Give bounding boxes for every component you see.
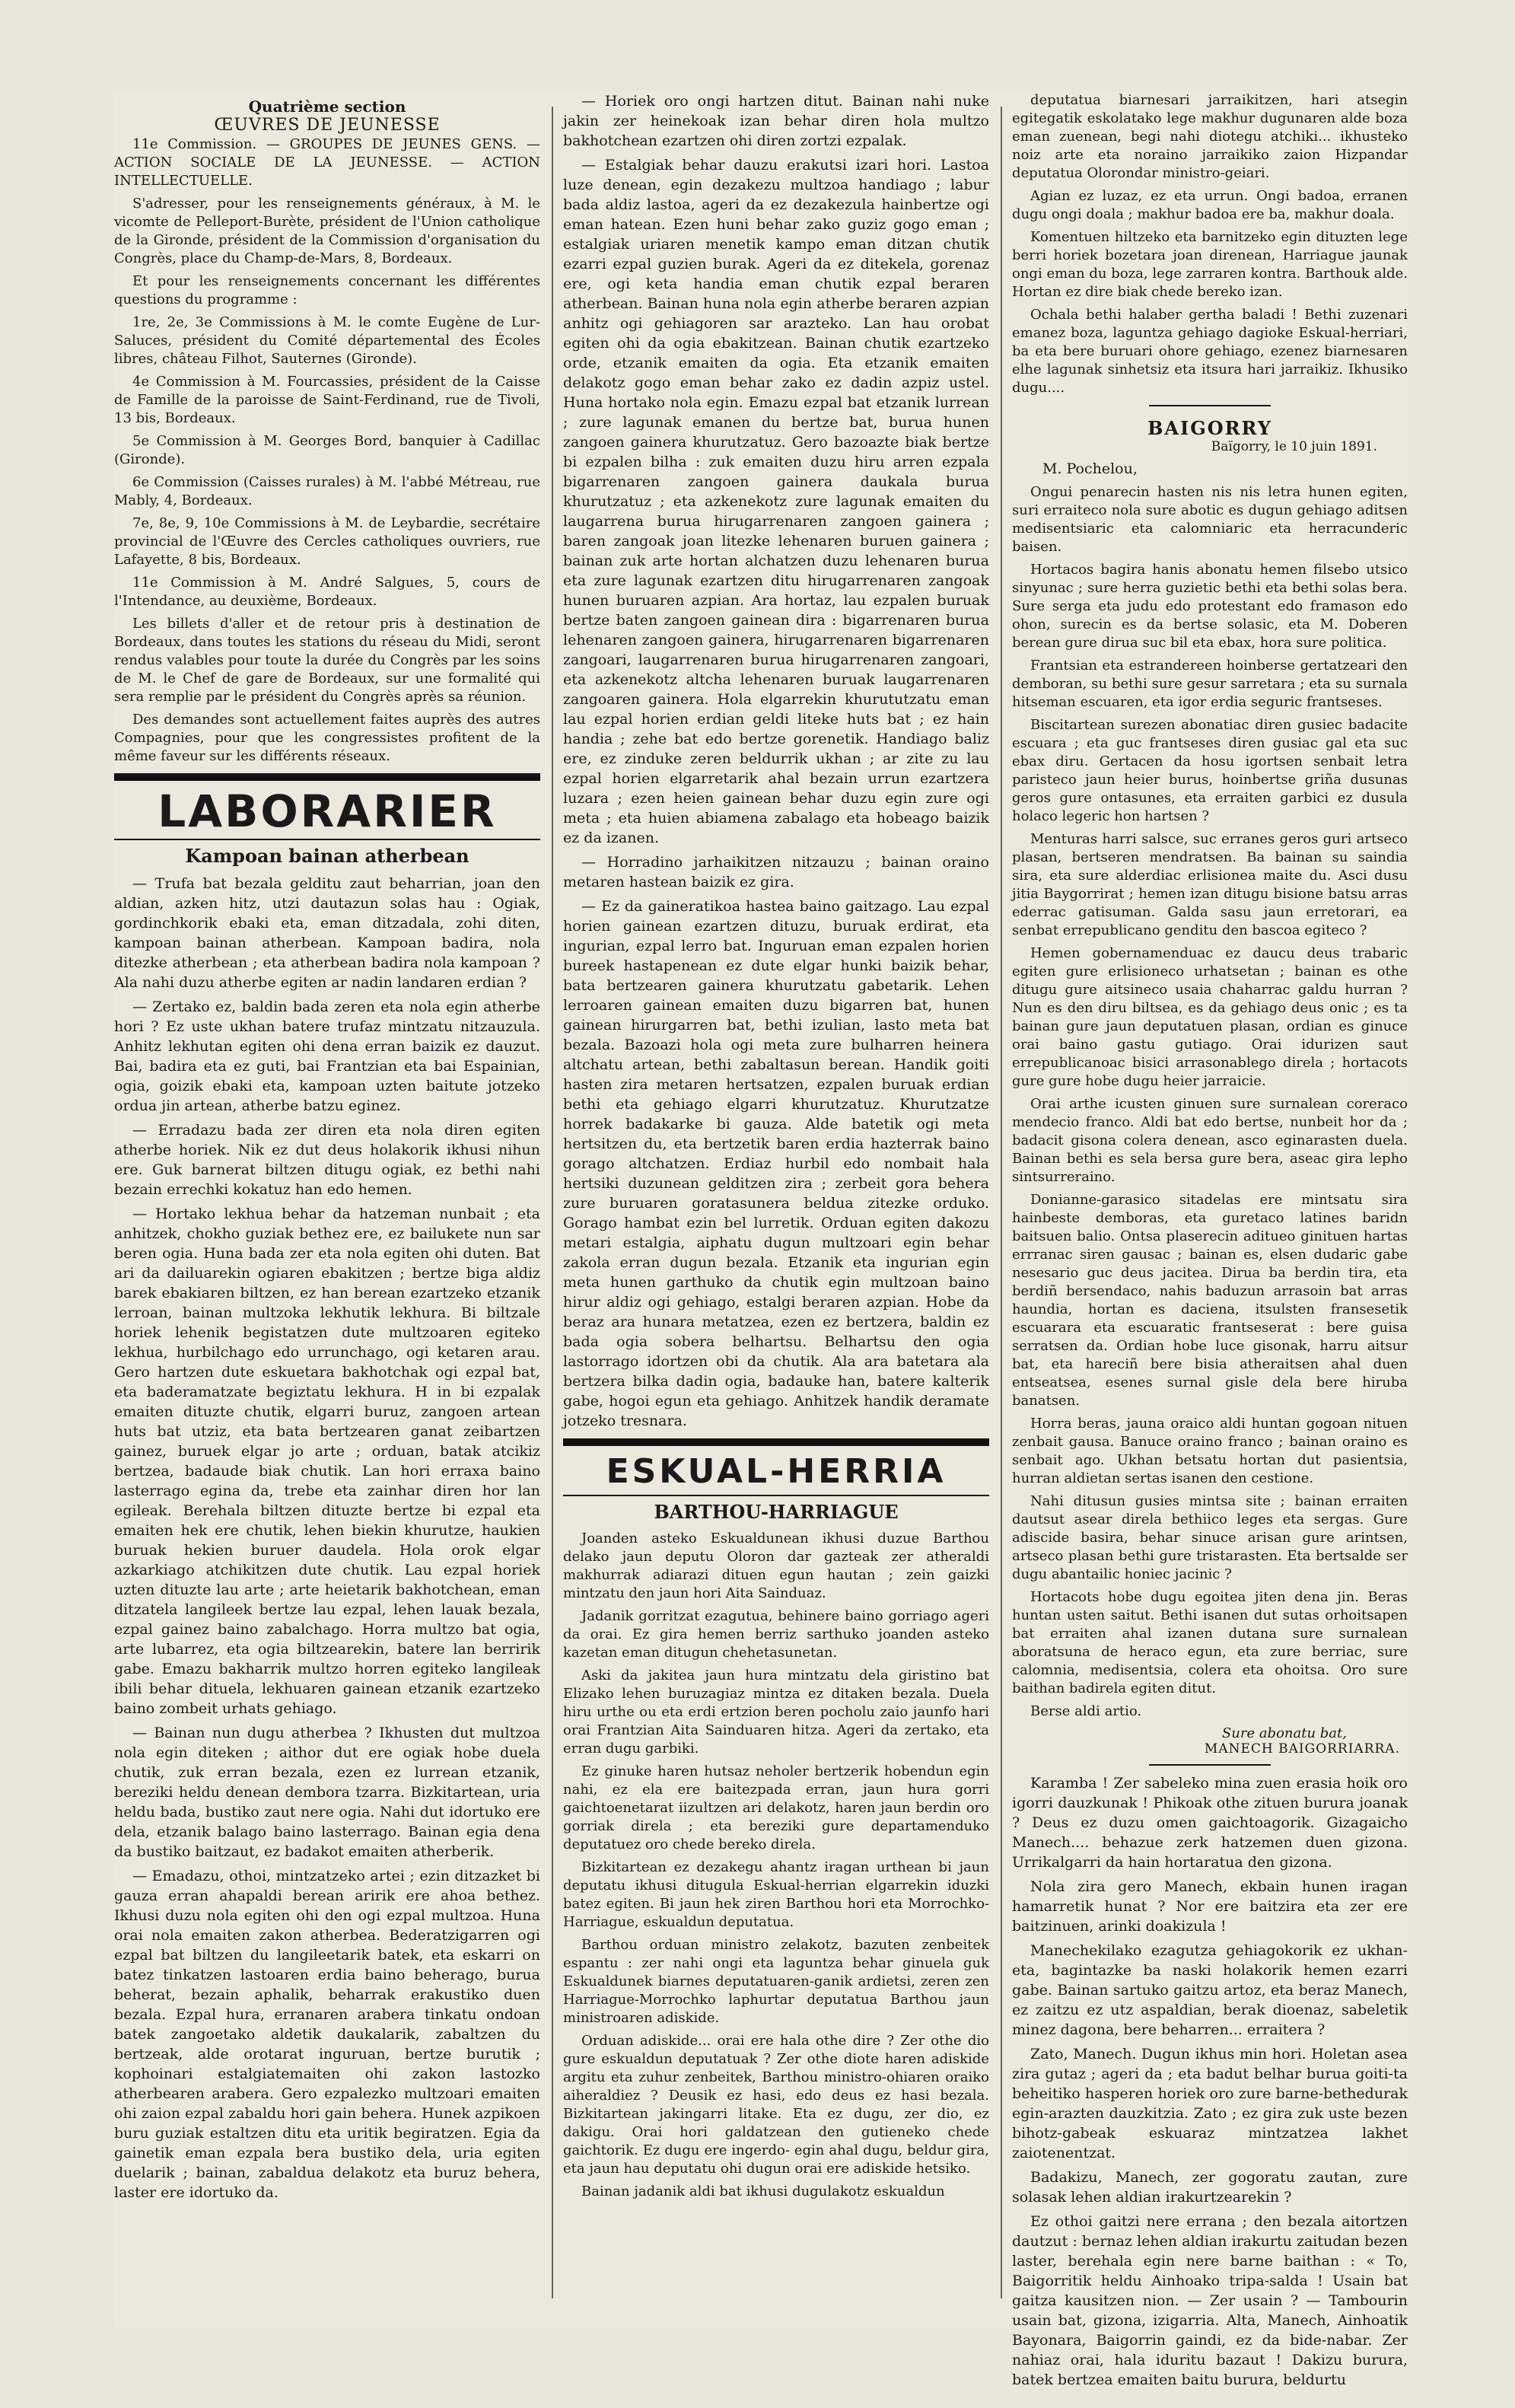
column-rule-1 (552, 107, 553, 2298)
paragraph: Biscitartean surezen abonatiac diren gusiec badacite escuara ; eta guc frantseses diren gusiac gal eta suc ebax diru. Gertacen da hosu igortsen senbait letra paristeco jaun heier burus, hoinbertse griña dusunas geros gure ontasunes, eta erraiten garbici ez dusula holaco legeric hon hartsen ? (1012, 717, 1408, 824)
column-1 (114, 91, 540, 2329)
paragraph: Hortacots hobe dugu egoitea jiten dena jin. Beras huntan usten saitut. Bethi isanen dut sutas orhoitsapen bat erraiten ahal izanen dutana sure surnalean aboratsuna de heraco egun, eta zure berriac, sure calomnia, medisentsia, colera eta ohoitsa. Oro sure baithan badirela egiten ditut. (1012, 1589, 1408, 1696)
paragraph: — Horradino jarhaikitzen nitzauzu ; bainan oraino metaren hastean baizik ez gira. (563, 854, 989, 890)
paragraph: Ez othoi gaitzi nere errana ; den bezala aitortzen dautzut : bernaz lehen aldian irakurtu zaitudan bezen laster, berehala egin nere barne baithan : « To, Baigorritik heldu Ainhoako tripa-salda ! Usain bat gaitza kausitzen nion. — Zer usain ? — Tambourin usain bat, gizona, izigarria. Alta, Manech, Ainhoatik Bayonara, Baigorrin gaindi, ez da bide-nabar. Zer nahiaz orai, hala iduritu bazaut ! Dakizu burura, batek bertzea emaiten baitu burura, beldurtu (1012, 2213, 1408, 2388)
paragraph: Bainan jadanik aldi bat ikhusi dugulakotz eskualdun (581, 2183, 945, 2199)
news-continuation (1012, 91, 1408, 397)
paragraph: Donianne-garasico sitadelas ere mintsatu sira hainbeste demboras, eta guretaco latines baridn baitsuen balio. Ontsa plaserecin aditueo ginituen hartas errranac siren gausac ; bainan es, elsen dudaric gabe nesesario guc deus jacitea. Dirua ba berdin tira, eta berdiñ bersendaco, nahis baduzun arrasoin bat arras haundia, hortan es daciena, itsulsten fransesetik escuarara eta escuaratic frantseserat : bere guisa serratsen da. Ordian hobe luce gisonak, harru aitsur bat, eta hareciñ bere bisia atheraitsen ahal duen entseatsea, esenes surnal gisle dela bere hiruba banatsen. (1012, 1192, 1408, 1409)
paragraph: — Horiek oro ongi hartzen ditut. Bainan nahi nuke jakin zer heinekoak izan behar diren hola multzo bakhotchean ezartzen ohi diren zortzi ezpalak. (563, 93, 989, 149)
congress-notice (114, 135, 540, 766)
section-label: Quatrième section (248, 97, 406, 116)
paragraph: Komentuen hiltzeko eta barnitzeko egin dituzten lege berri horiek bozetara joan direnean, Harriague jaunak ongi eman du boza, lege zarraren kontra. Barthouk alde. Hortan ez dire biak chede bereko izan. (1012, 229, 1408, 300)
eskual-herria-masthead: ESKUAL-HERRIA (606, 1452, 947, 1491)
paragraph: 6e Commission (Caisses rurales) à M. l'abbé Métreau, rue Mably, 4, Bordeaux. (114, 474, 540, 508)
paragraph: Zato, Manech. Dugun ikhus min hori. Holetan asea zira gutaz ; ageri da ; eta badut belhar burua goiti-ta beheitiko hasperen horiek oro zure barne-bethedurak egin-arazten dauzkitzia. Zato ; ez gira zuk uste bezen bihotz-gabeak eskuaraz mintzatzea lakhet zaiotenentzat. (1012, 2046, 1408, 2161)
dateline: Baïgorry, le 10 juin 1891. (1211, 439, 1377, 454)
paragraph: — Emadazu, othoi, mintzatzeko artei ; ezin ditzazket bi gauza erran ahapaldi berean aririk ere ahoa bethez. Ikhusi duzu nola egiten ohi den ogi ezpal multzoa. Huna orai nola emaiten zakon atherbea. Bederatzigarren ogi ezpal bat biltzen du langileetarik batek, eta eskarri on batez tinkatzen lastoaren erdia baino beherago, burua beherat, bezain aphalik, beharrak erakustiko duen bezala. Ezpal hura, erranaren arabera tinkatu ondoan batek zangoetako aldetik daukalarik, zabaltzen du bertzeak, alde orotarat inguruan, bertze burutik ; kophoinari estalgiatemaiten ohi zakon lastozko atherbearen arabera. Gero ezpalezko multzoari emaiten ohi zaion ezpal zabaldu hori gain behera. Hunek azpikoen buru guziak estaltzen ditu eta uritik begiratzen. Egia da gainetik eman ezpala bera bustiko dela, uria egiten duelarik ; bainan, zabaldua delakotz eta buruz behera, laster ere idortuko da. (114, 1868, 540, 2201)
paragraph: Nahi ditusun gusies mintsa site ; bainan erraiten dautsut asear direla bethiico leges eta sergas. Gure adiscide basira, behar sinuce arisan gure arintsen, artseco plasan bethi gure tristarasten. Eta bertsalde ser dugu abantailic honiec jacinic ? (1012, 1493, 1408, 1582)
article-continuation (563, 91, 989, 1431)
paragraph: Karamba ! Zer sabeleko mina zuen erasia hoik oro igorri dauzkunak ! Phikoak othe zituen burura joanak ? Deus ez duzu omen gaichtoagorik. Gizagaicho Manech.... behazue zerk hatzemen duen gizona. Urrikalgarri da hain hortaratua den gizona. (1012, 1775, 1408, 1871)
divider (1149, 405, 1271, 406)
paragraph: Agian ez luzaz, ez eta urrun. Ongi badoa, erranen dugu ongi doala ; makhur badoa ere ba, makhur doala. (1012, 188, 1408, 222)
paragraph: Jadanik gorritzat ezagutua, behinere baino gorriago ageri da orai. Ez gira hemen berriz sarthuko joanden asteko kazetan eman ditugun chehetasunetan. (563, 1608, 989, 1661)
paragraph: Ochala bethi halaber gertha baladi ! Bethi zuzenari emanez boza, laguntza gehiago dagioke Eskual-herriari, ba eta bere buruari ohore gehiago, ezenez biarnesaren elhe lagunak sinhetsiz eta itsura hari jarraikiz. Ikhusiko dugu.... (1012, 307, 1408, 396)
letter-signature: MANECH BAIGORRIARRA. (1204, 1741, 1400, 1757)
paragraph: Orduan adiskide... orai ere hala othe dire ? Zer othe dio gure eskualdun deputatuak ? Zer othe diote haren adiskide argitu eta zuhur zenbeitek, Barthou ministro-ohiaren oraiko aiheraldiez ? Deusik ez hasi, edo deus ez hasi bezala. Bizkitartean jakingarri litake. Eta ez dugu, zer dio, ez dakigu. Orai hori galdatzean den gutieneko chede gaichtorik. Ez dugu ere ingerdo- egin ahal dugu, beldur gira, eta jaun hau deputatu ohi dugun orai ere adiskide hetsiko. (563, 2033, 989, 2177)
paragraph: — Erradazu bada zer diren eta nola diren egiten atherbe horiek. Nik ez dut deus holakorik ikhusi nihun ere. Guk barnerat biltzen ditugu ogiak, ez bethi nahi bezain errechki kokatuz han edo hemen. (114, 1122, 540, 1198)
dialogue-body (1012, 1773, 1408, 2390)
divider (1149, 1764, 1271, 1766)
letter-signoff: Sure abonatu bat, (1221, 1725, 1347, 1741)
column-3 (1012, 91, 1408, 2388)
heavy-rule (114, 773, 540, 781)
paragraph: Hortacos bagira hanis abonatu hemen filsebo utsico sinyunac ; sure herra guzietic bethi eta bethi solas bera. Sure serga eta judu edo protestant edo framason edo ohon, surecin es da bertse solasic, eta M. Doberen berean gure dirua suc bil eta ebax, hora sure politica. (1012, 562, 1408, 651)
paragraph: Joanden asteko Eskualdunean ikhusi duzue Barthou delako jaun deputu Oloron dar gazteak zer atheraldi makhurrak adiarazi dituen egun hautan ; zein gaizki mintzatu den jaun hori Aita Sainduaz. (563, 1530, 989, 1601)
paragraph: Berse aldi artio. (1030, 1703, 1142, 1719)
paragraph: 4e Commission à M. Fourcassies, président de la Caisse de Famille de la paroisse de Saint-Ferdinand, rue de Tivoli, 13 bis, Bordeaux. (114, 374, 540, 426)
paragraph: — Ez da gaineratikoa hastea baino gaitzago. Lau ezpal horien gainean ezartzen dituzu, buruak erdirat, eta ingurian, ezpal lerro bat. Inguruan eman ezpalen horien bureek hastapenean ez dute elgar hunki baizik behar, bata bertzearen gainera khurutzatu gabetarik. Lehen lerroaren gainean emaiten duzu bigarren bat, hunen gainean hirurgarren bat, bethi izulian, lasto meta bat bezala. Bazoazi hola ogi meta zure bulharren heinera altchatu artean, bethi zabaltasun berean. Handik goiti hasten zira metaren hertsatzen, ezpalen buruak erdian bethi eta gehiago elgarri khurutzatuz. Khurutzatze horrek badakarke bi gauza. Alde batetik ogi meta hertsitzen du, eta bertzetik baren erdia hazterrak baino gorago altchatzen. Erdiaz hurbil edo nombait hala hertsiki duzunean gelditzen zira ; zerbeit gora behera zure buruaren goratasunera beldua zitezke orduko. Gorago hambat ezin bel lurretik. Orduan egiten dakozu metari estalgia, aiphatu dugun multzoari egin behar zakola erran dugun bezala. Etzanik eta ingurian egin meta hunen garthuko da chutik egin multzoan baino hirur aldiz ogi gehiago, estalgi beraren azpian. Hobe da beraz ara hunara metatzea, ezen ez bertzera, baldin ez bada ogia sobera belhartsu. Belhartsu den ogia lastorrago idortzen obi da chutik. Ala ara batetara ala bertzera bilka dadin ogia, badauke han, batere kalterik gabe, hogoi egun eta gehiago. Anhitzek handik deramate jotzeko tresnara. (563, 898, 989, 1429)
letter-body (1012, 483, 1408, 1721)
paragraph: Bizkitartean ez dezakegu ahantz iragan urthean bi jaun deputatu ikhusi ditugula Eskual-herrian elgarrekin iduzki batez egiten. Bi jaun hek ziren Barthou hori eta Morrochko-Harriague, eskualdun deputatua. (563, 1859, 989, 1930)
newspaper-page (114, 91, 1408, 2388)
paragraph: 1re, 2e, 3e Commissions à M. le comte Eugène de Lur-Saluces, président du Comité départemental des Écoles libres, château Filhot, Sauternes (Gironde). (114, 314, 540, 367)
heavy-rule (563, 1438, 989, 1446)
paragraph: Barthou orduan ministro zelakotz, bazuten zenbeitek espantu : zer nahi ongi eta laguntza behar ginuela guk Eskualdunek biarnes deputatuaren-ganik ardietsi, zeren zen Harriague-Morrochko laphurtar deputatua Barthou jaun ministroaren adiskide. (563, 1937, 989, 2026)
laborarier-masthead: LABORARIER (158, 785, 497, 837)
paragraph: Hemen gobernamenduac ez daucu deus trabaric egiten gure erlisioneco urhatsetan ; bainan es othe ditugu gure aitsineco usaia chaharrac galdu hurran ? Nun es den diru biltsea, es da gehiago deus onic ; es ta bainan gure jaun deputatuen plasan, ordian es ginuce orai baino gastu gutiago. Orai idurizen saut errepublicanoac bisici arrasonablego direla ; hortacots gure gure hobe dugu heier jarraicie. (1012, 945, 1408, 1089)
paragraph: Nola zira gero Manech, ekbain hunen iragan hamarretik hunat ? Nor ere baitzira eta zer ere baitzinuen, arinki doakizula ! (1012, 1878, 1408, 1935)
place-heading: BAIGORRY (1147, 417, 1272, 439)
article-body (114, 874, 540, 2203)
paragraph: 11e Commission. — GROUPES DE JEUNES GENS. — ACTION SOCIALE DE LA JEUNESSE. — ACTION INTELLECTUELLE. (114, 136, 540, 189)
paragraph: Menturas harri salsce, suc erranes geros guri artseco plasan, bertseren mendratsen. Ba bainan su saindia sira, eta sure alderdiac erlisionea maite du. Asci dusu jitia Baygorrirat ; hemen izan ditugu bisione batsu arras ederrac gatisuman. Galda sasu jaun erretorari, ea senbat errepublicano genditu den bascoa egiteco ? (1012, 831, 1408, 938)
column-rule-2 (1001, 107, 1002, 2298)
paragraph: 5e Commission à M. Georges Bord, banquier à Cadillac (Gironde). (114, 433, 540, 467)
paragraph: 11e Commission à M. André Salgues, 5, cours de l'Intendance, au deuxième, Bordeaux. (114, 575, 540, 609)
paragraph: S'adresser, pour les renseignements généraux, à M. le vicomte de Pelleport-Burète, président de l'Union catholique de la Gironde, président de la Commission d'organisation du Congrès, place du Champ-de-Mars, 8, Bordeaux. (114, 196, 540, 266)
news-body (563, 1530, 989, 2201)
paragraph: Et pour les renseignements concernant les différentes questions du programme : (114, 273, 540, 307)
paragraph: — Zertako ez, baldin bada zeren eta nola egin atherbe hori ? Ez uste ukhan batere trufaz mintzatu nitzauzula. Anhitz lekhutan egiten ohi dena erran baizik ez dauzut. Bai, badira eta ez guti, bai Frantzian eta bai Espainian, ogia, goizik ebaki eta, kampoan uzten baitute jotzeko ordua jin artean, atherbe batzu eginez. (114, 999, 540, 1114)
letter-greeting: M. Pochelou, (1042, 460, 1138, 477)
paragraph: Des demandes sont actuellement faites auprès des autres Compagnies, pour que les congressistes profitent de la même faveur sur les différents réseaux. (114, 712, 540, 764)
column-2 (563, 91, 989, 2329)
paragraph: Aski da jakitea jaun hura mintzatu dela giristino bat Elizako lehen buruzagiaz mintza ez ditaken bezala. Duela hiru urthe ou eta erdi ertzion beren pocholu zaio jaunfo hari orai Frantzian Aita Sainduaren hitza. Ageri da zertako, eta erran dugu garbiki. (563, 1667, 989, 1757)
section-title: ŒUVRES DE JEUNESSE (214, 116, 441, 135)
article-title: Kampoan bainan atherbean (185, 845, 469, 867)
paragraph: 7e, 8e, 9, 10e Commissions à M. de Leybardie, secrétaire provincial de l'Œuvre des Cercles catholiques ouvriers, rue Lafayette, 8 bis, Bordeaux. (114, 515, 540, 568)
paragraph: Horra beras, jauna oraico aldi huntan gogoan nituen zenbait gausa. Banuce oraino franco ; bainan oraino es senbait ago. Ukhan betsatu hortan dut pasientsia, hurran aldietan sertas isanen den cestione. (1012, 1416, 1408, 1486)
paragraph: Ez ginuke haren hutsaz neholer bertzerik hobendun egin nahi, ez ela ere baitezpada erran, jaun hura gorri gaichtoenetarat iizultzen ari delakotz, haren jaun berdin oro gorriak direla ; eta bereziki gure departamenduko deputatuez oro chede bereko direla. (563, 1763, 989, 1852)
paragraph: — Estalgiak behar dauzu erakutsi izari hori. Lastoa luze denean, egin dezakezu multzoa handiago ; labur bada aldiz lastoa, ageri da ez dezakezula hainbertze ogi eman hatean. Ezen huni behar zako guziz gogo eman ; estalgiak uriaren menetik kampo eman ditzan chutik ezarri ezpal guzien burak. Ageri da ez ditekela, gorenaz ere, ogi keta handia eman chutik ezpal beraren atherbean. Bainan huna nola egin atherbe beraren azpian anhitz ogi gehiagoren sar arazteko. Lan hau orobat egiten ohi da ogia ebakitzean. Bainan chutik ezartzeko orde, etzanik emaiten da ogia. Eta etzanik emaiten delakotz gogo eman behar zako ez dadin azpiz ustel. Huna hortako nola egin. Emazu ezpal bat etzanik lurrean ; zure lagunak emanen du bertze bat, burua hunen zangoen gainera khurutzatuz. Gero bazoazte biak bertze bi ezpalen bilha : zuk emaiten duzu hiru arren ezpala bigarrenaren zangoen gainera daukala burua khurutzatuz ; eta azkenekotz zure lagunak emaiten du laugarrena burua hirugarrenaren zangoen gainera ; baren zangoak joan litezke lehenaren buruen gainera ; bainan zuk arte hortan alchatzen duzu lehenaren burua eta zure lagunak ezartzen ditu hirugarrenaren zangoak hunen buruaren azpian. Ara hortaz, lau ezpalen buruak bertze baten zangoen gainean dira : bigarrenaren burua lehenaren zangoen gainera, hirugarrenaren bigarrenaren zangoari, laugarrenaren burua hirugarrenaren zangoari, eta azkenekotz altcha lehenaren buruak laugarrenaren zangoaren gainera. Hola elgarrekin khurututzatu eman lau ezpal horien erdian geldi liteke huts bat ; ez hain handia ; zehe bat edo bertze gorenetik. Handiago baliz ere, ez zinduke zeren beldurrik ukhan ; ar zite zu lau ezpal horien elgarretarik ahal bezain urrun ezartzera luzara ; ezen heien gainean behar duzu egin zure ogi meta ; eta huien abiamena zabalago eta hobeago baizik ez da izanen. (563, 157, 989, 846)
paragraph: Badakizu, Manech, zer gogoratu zautan, zure solasak lehen aldian irakurtzearekin ? (1012, 2169, 1408, 2206)
paragraph: deputatua biarnesari jarraikitzen, hari atsegin egitegatik eskolatako lege makhur dugunaren alde boza eman zuenean, begi nahi diotegu atchiki... ikhusteko noiz arte eta noraino jarraikiko zaion Hizpandar deputatua Olorondar ministro-geiari. (1012, 92, 1408, 181)
paragraph: — Bainan nun dugu atherbea ? Ikhusten dut multzoa nola egin diteken ; aithor dut ere ogiak hobe duela chutik, zuk erran bezala, ezen ez lurrean etzanik, bereziki heldu denean dembora tzarra. Bizkitartean, uria heldu bada, bustiko zaut nere ogia. Nahi dut idortuko ere dela, etzanik balago baino lasterrago. Bainan egia dena da bustiko baitzaut, ez badakot emaiten atherberik. (114, 1725, 540, 1860)
paragraph: — Hortako lekhua behar da hatzeman nunbait ; eta anhitzek, chokho guziak bethez ere, ez bailukete nun sar beren ogia. Huna bada zer eta nola egiten ohi duten. Bat ari da dailuarekin ogiaren ebakitzen ; bertze biga aldiz barek ebakiaren biltzen, ez han berean ezartzeko etzanik lerroan, bainan multzoka lekhutik lekhura. Bi biltzale horiek lehenik begistatzen dute multzoaren egiteko lekhua, hurbilchago edo urrunchago, ogi ketaren arau. Gero hartzen dute eskuetara bakhotchak ogi ezpal bat, eta baderamatzate begiztatu lekhura. H in bi ezpalak emaiten dituzte chutik, elgarri buruz, zangoen artean huts bat utziz, eta bata bertzearen ganat zeibartzen gainez, buruek elgar jo arte ; orduan, batak atcikiz bertzea, badaude biak chutik. Lan hori erraxa baino lasterrago egina da, trebe eta zainhar diren hor lan egileak. Berehala biltzen dituzte bertze bi ezpal eta emaiten hek ere chutik, lehen biekin khurutze, haukien buruak hekien buruer daudela. Hola orok elgar azkarkiago atchikitzen dute chutik. Lau ezpal horiek uzten dituzte lau arte ; arte heietarik bakhotchean, eman ditzatela langileek bertze lau ezpal, lehen lauak bezala, ezpal gainez baino zabalchago. Horra multzo bat ogia, arte lubarrez, eta ogia biltzearekin, batere lan berririk gabe. Emazu bakharrik multzo horren egiteko langileak ibili behar dituela, lekhuaren gainean etzanik ezartzeko baino zombeit urhats gehiago. (114, 1206, 540, 1717)
paragraph: Ongui penarecin hasten nis nis letra hunen egiten, suri erraiteco nola sure abotic es dugun gehiago aditsen medisentsiaric eta calomniaric eta herracunderic baisen. (1012, 484, 1408, 555)
article-title: BARTHOU-HARRIAGUE (654, 1501, 899, 1523)
rule (114, 839, 540, 840)
paragraph: Manechekilako ezagutza gehiagokorik ez ukhan-eta, bagintazke ba naski holakorik hemen ezarri gabe. Bainan sartuko gaitzu artoz, eta beraz Manech, ez zaitzu ez utz aspaldian, berak dioenaz, sabeletik minez dagona, bere beharren... erraitera ? (1012, 1942, 1408, 2038)
paragraph: Orai arthe icusten ginuen sure surnalean coreraco mendecio franco. Aldi bat edo bertse, nunbeit hor da ; badacit gisona colera denean, asco eginarasten duela. Bainan bethi es sela bersa gure bera, aseac gira lepho sintsurreraino. (1012, 1096, 1408, 1185)
paragraph: — Trufa bat bezala gelditu zaut beharrian, joan den aldian, azken hitz, utzi dautazun solas hau : Ogiak, gordinchkorik ebaki eta, eman ditzadala, zohi diten, kampoan bainan atherbean. Kampoan badira, nola ditezke atherbean ; eta atherbean badira nola kampoan ? Ala nahi duzu atherbe egiten ar nadin landaren erdian ? (114, 875, 540, 991)
rule (563, 1495, 989, 1496)
paragraph: Frantsian eta estrandereen hoinberse gertatzeari den demboran, su bethi sure gesur sarretara ; eta su surnala hitseman escuaren, eta igor erdia seguric frantseses. (1012, 658, 1408, 710)
paragraph: Les billets d'aller et de retour pris à destination de Bordeaux, dans toutes les stations du réseau du Midi, seront rendus valables pour toute la durée du Congrès par les soins de M. le Chef de gare de Bordeaux, sur une formalité qui sera remplie par le président du Congrès après sa réunion. (114, 616, 540, 705)
